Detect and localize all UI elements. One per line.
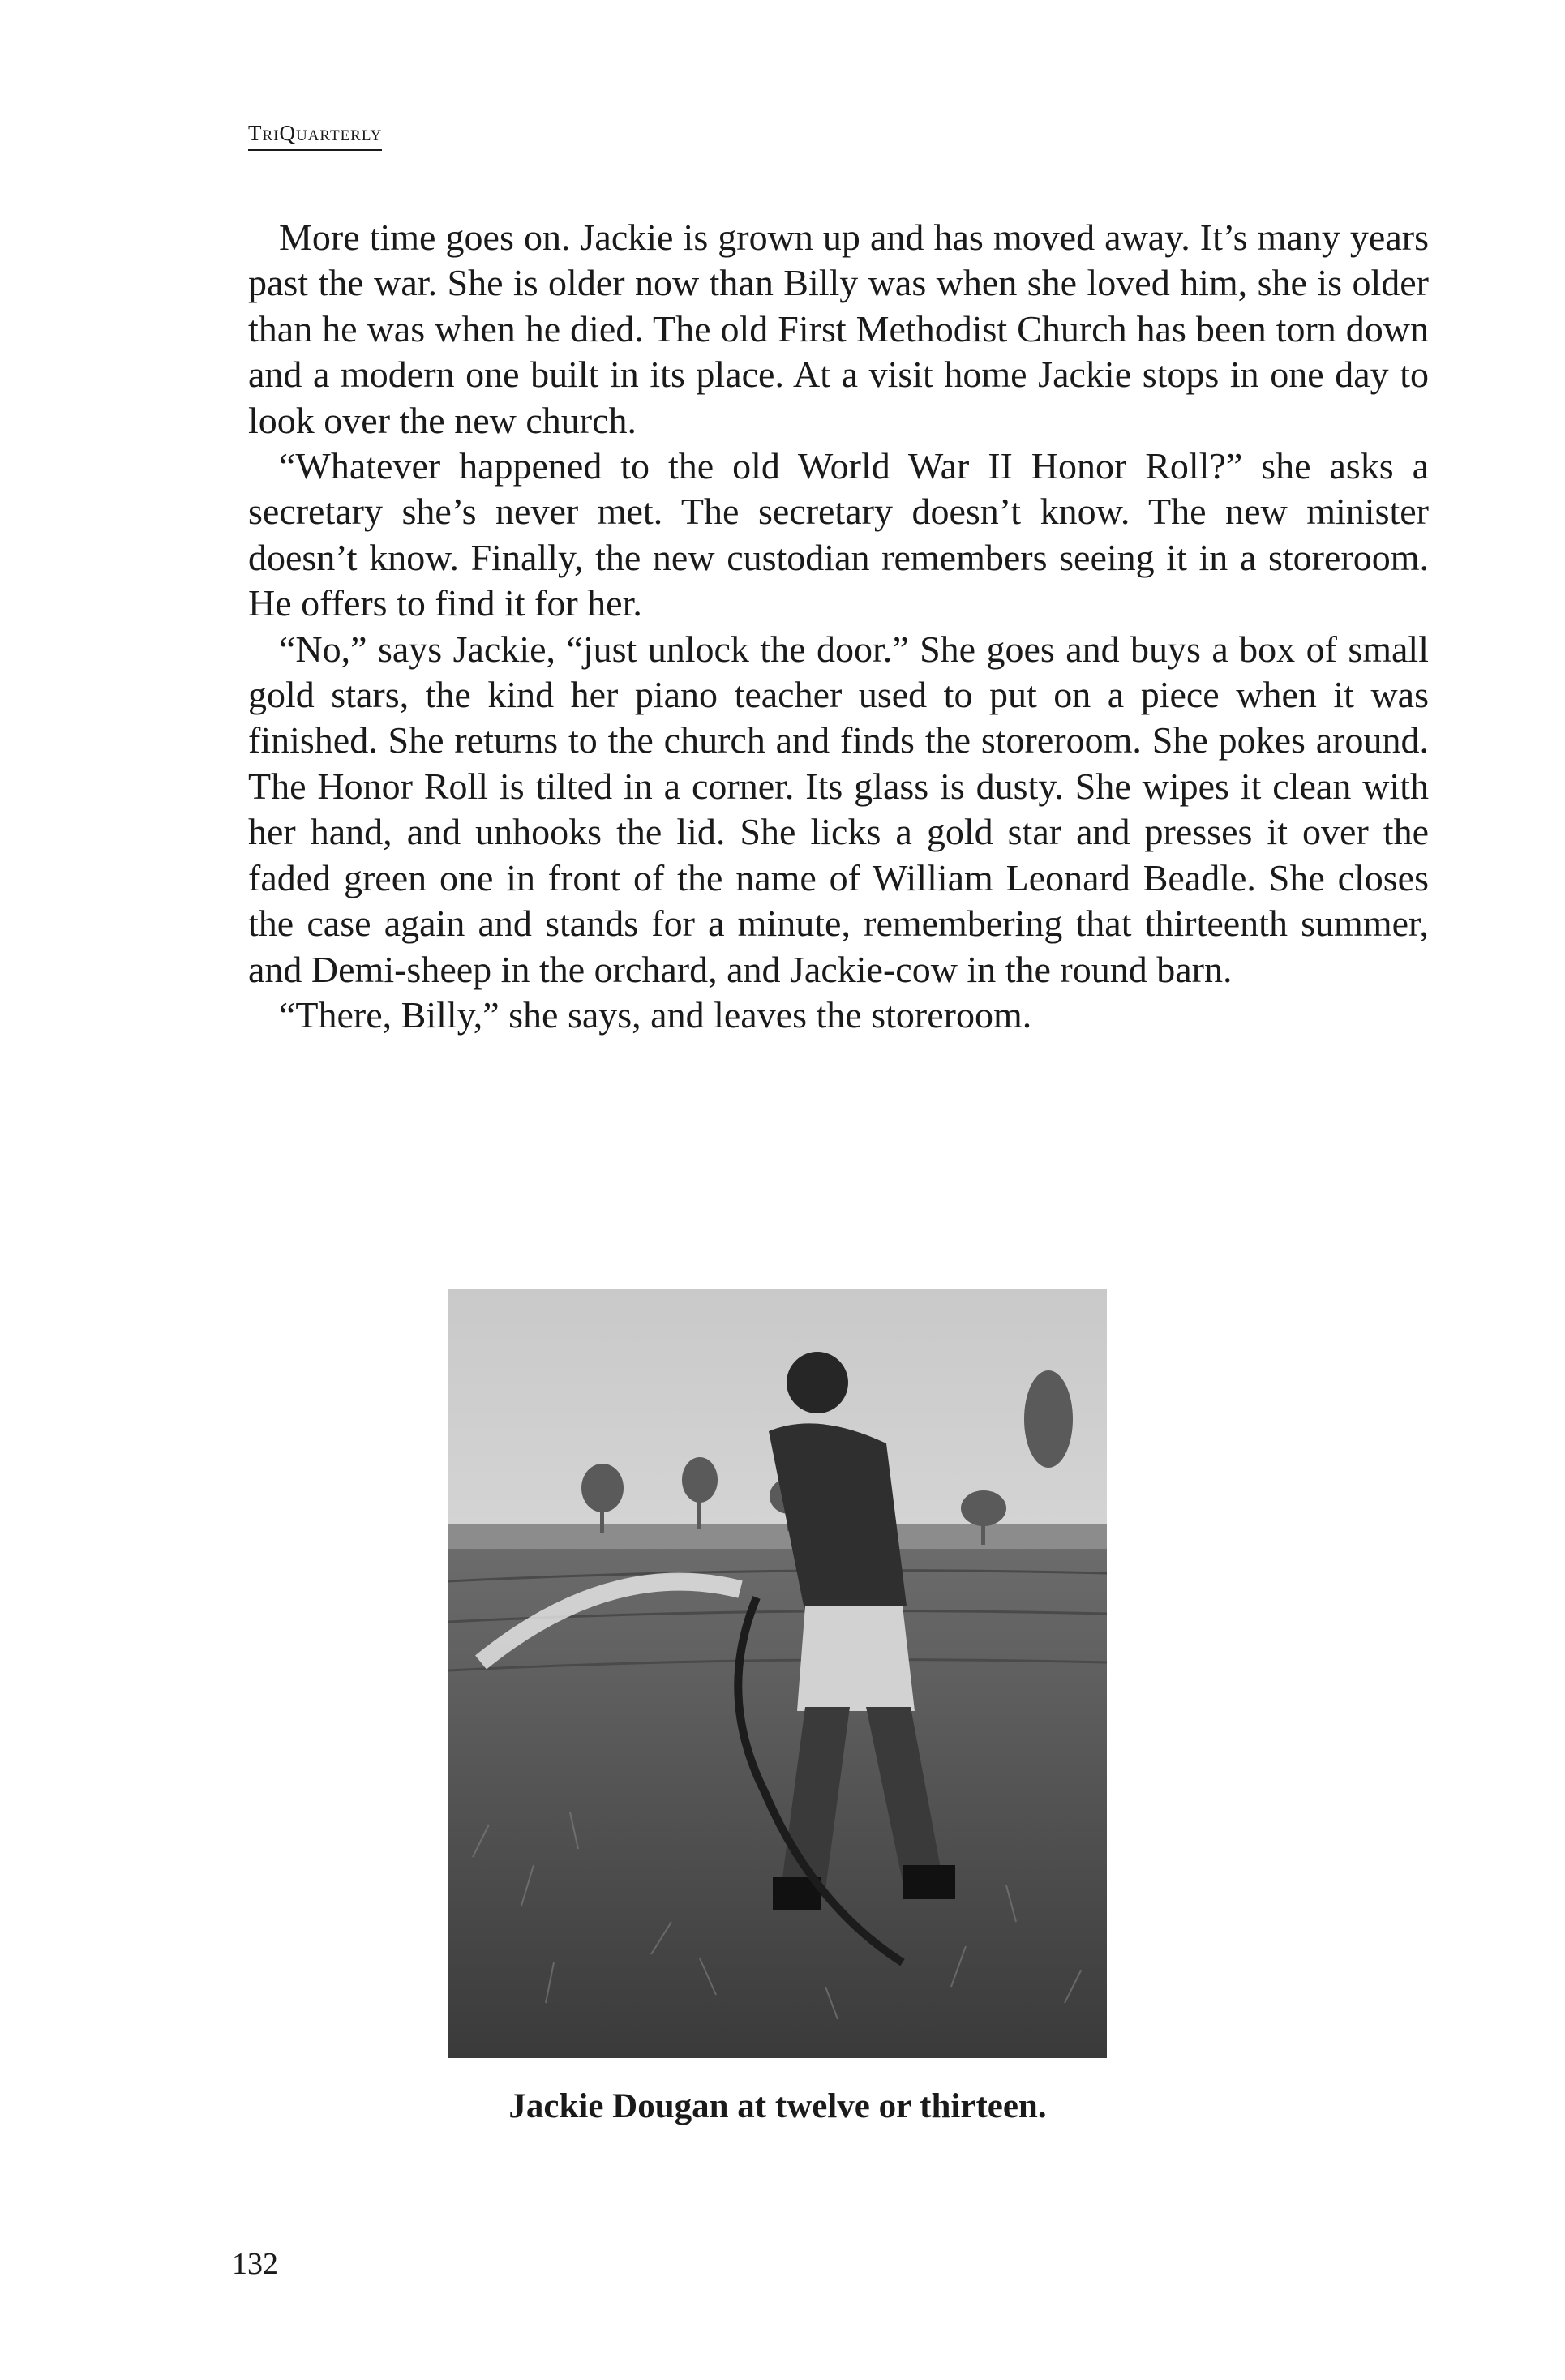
photo-caption: Jackie Dougan at twelve or thirteen. <box>508 2087 1047 2125</box>
paragraph: “Whatever happened to the old World War II Honor Roll?” she asks a secretary she’s never met. The secretary doesn’t know. The new minister doesn’t know. Finally, the new custodian remembers seeing it in a storeroom. He offers to find it for her. <box>248 445 1429 624</box>
page-number: 132 <box>232 2247 278 2281</box>
photo-illustration <box>448 1289 1107 2058</box>
paragraph: More time goes on. Jackie is grown up and has moved away. It’s many years past the war. She is older now than Billy was when she loved him, she is older than he was when he died. The old First Methodist Church has been torn down and a modern one built in its place. At a visit home Jackie stops in one day to look over the new church. <box>248 217 1429 441</box>
running-head: TriQuarterly <box>248 120 382 151</box>
paragraph: “No,” says Jackie, “just unlock the door.” She goes and buys a box of small gold stars, the kind her piano teacher used to put on a piece when it was finished. She returns to the church and finds the storeroom. She pokes around. The Honor Roll is tilted in a corner. Its glass is dusty. She wipes it clean with her hand, and unhooks the lid. She licks a gold star and presses it over the faded green one in front of the name of William Leonard Beadle. She closes the case again and stands for a minute, remembering that thirteenth summer, and Demi-sheep in the orchard, and Jackie-cow in the round barn. <box>248 628 1429 990</box>
body-text <box>248 215 1429 1038</box>
photograph <box>448 1289 1107 2058</box>
paragraph: “There, Billy,” she says, and leaves the storeroom. <box>279 993 1032 1036</box>
